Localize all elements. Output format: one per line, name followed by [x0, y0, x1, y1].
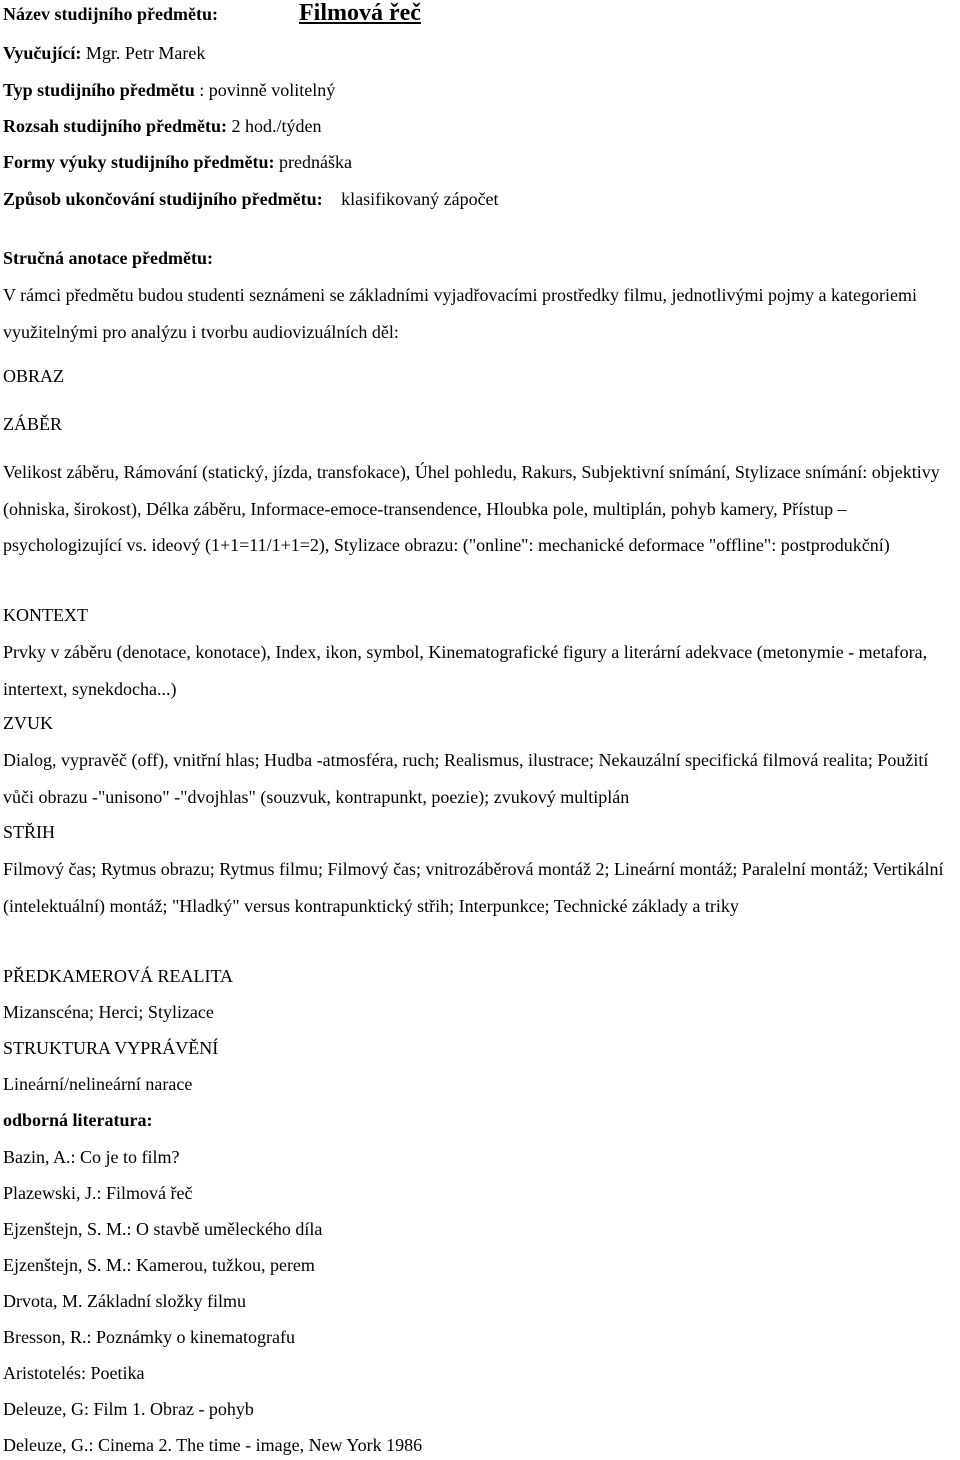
- scope-label: Rozsah studijního předmětu:: [3, 116, 228, 136]
- literature-item: Deleuze, G.: Cinema 2. The time - image, New York 1986: [3, 1435, 423, 1455]
- annotation-heading: Stručná anotace předmětu:: [3, 248, 213, 268]
- completion-label: Způsob ukončování studijního předmětu:: [3, 189, 323, 209]
- zaber-text: Velikost záběru, Rámování (statický, jízda, transfokace), Úhel pohledu, Rakurs, Subjektivní snímání, Stylizace snímání: objektivy (ohniska, širokost), Délka záběru, Informace-emoce-transendence, Hloubka pole, multiplán, pohyb kamery, Přístup –psychologizující vs. ideový (1+1=11/1+1=2), Stylizace obrazu: ("online": mechanické deformace "offline": postprodukční): [3, 462, 940, 555]
- literature-heading: odborná literatura:: [3, 1110, 153, 1130]
- literature-item: Ejzenštejn, S. M.: Kamerou, tužkou, perem: [3, 1255, 315, 1275]
- scope-row: [3, 115, 322, 137]
- kontext-text: Prvky v záběru (denotace, konotace), Index, ikon, symbol, Kinematografické figury a literární adekvace (metonymie - metafora, intertext, synekdocha...): [3, 642, 928, 699]
- literature-item: Aristotelés: Poetika: [3, 1363, 145, 1383]
- literature-item: Ejzenštejn, S. M.: O stavbě uměleckého díla: [3, 1219, 323, 1239]
- forms-value: prednáška: [279, 152, 352, 172]
- scope-value: 2 hod./týden: [231, 116, 322, 136]
- literature-item: Drvota, M. Základní složky filmu: [3, 1291, 246, 1311]
- section-kontext: KONTEXT: [3, 605, 88, 625]
- teacher-row: [3, 42, 205, 64]
- section-obraz: OBRAZ: [3, 366, 65, 386]
- section-struktura: STRUKTURA VYPRÁVĚNÍ: [3, 1038, 219, 1058]
- completion-value: klasifikovaný zápočet: [341, 189, 499, 209]
- literature-item: Plazewski, J.: Filmová řeč: [3, 1183, 193, 1203]
- course-name-value: Filmová řeč: [299, 0, 421, 26]
- type-value: : povinně volitelný: [199, 80, 336, 100]
- completion-row: [3, 188, 499, 210]
- course-name-label: Název studijního předmětu:: [3, 4, 218, 24]
- type-row: [3, 79, 335, 101]
- literature-item: Bazin, A.: Co je to film?: [3, 1147, 180, 1167]
- forms-row: [3, 151, 352, 173]
- zvuk-text: Dialog, vypravěč (off), vnitřní hlas; Hudba -atmosféra, ruch; Realismus, ilustrace; Nekauzální specifická filmová realita; Použití vůči obrazu -"unisono" -"dvojhlas" (souzvuk, kontrapunkt, poezie); zvukový multiplán: [3, 750, 929, 807]
- literature-item: Deleuze, G: Film 1. Obraz - pohyb: [3, 1399, 254, 1419]
- section-zvuk: ZVUK: [3, 713, 53, 733]
- teacher-value: Mgr. Petr Marek: [85, 43, 206, 63]
- section-strih: STŘIH: [3, 822, 56, 842]
- struktura-text: Lineární/nelineární narace: [3, 1074, 193, 1094]
- forms-label: Formy výuky studijního předmětu:: [3, 152, 275, 172]
- predkamerova-text: Mizanscéna; Herci; Stylizace: [3, 1002, 214, 1022]
- section-zaber: ZÁBĚR: [3, 414, 63, 434]
- annotation-intro: V rámci předmětu budou studenti seznámeni se základními vyjadřovacími prostředky filmu, jednotlivými pojmy a kategoriemi využitelnými pro analýzu i tvorbu audiovizuálních děl:: [3, 285, 917, 342]
- section-predkamerova: PŘEDKAMEROVÁ REALITA: [3, 966, 234, 986]
- teacher-label: Vyučující:: [3, 43, 82, 63]
- strih-text: Filmový čas; Rytmus obrazu; Rytmus filmu; Filmový čas; vnitrozáběrová montáž 2; Lineární montáž; Paralelní montáž; Vertikální (intelektuální) montáž; "Hladký" versus kontrapunktický střih; Interpunkce; Technické základy a triky: [3, 859, 944, 916]
- type-label: Typ studijního předmětu: [3, 80, 195, 100]
- literature-item: Bresson, R.: Poznámky o kinematografu: [3, 1327, 295, 1347]
